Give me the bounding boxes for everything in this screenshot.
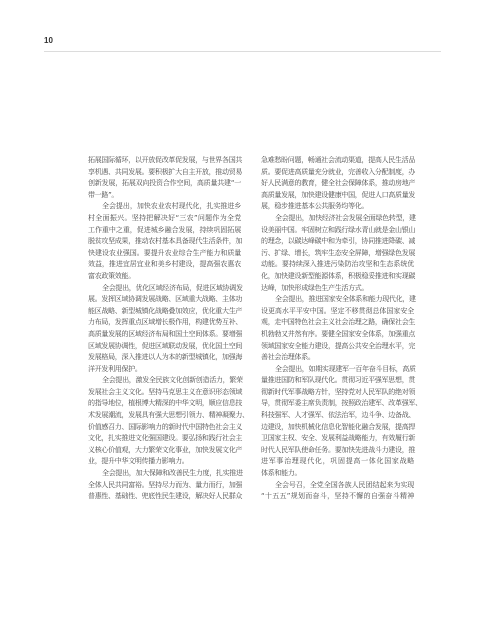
text-line: 村全面振兴。坚持把解决好“三农”问题作为全党: [88, 213, 241, 222]
text-line: 创新发展，拓展双向投资合作空间，高质量共建“一: [88, 179, 241, 188]
text-line: 脱贫攻坚成果，推动农村基本具备现代生活条件，加: [88, 237, 243, 246]
text-line: 全会号召，全党全国各族人民团结起来为实现: [275, 480, 414, 489]
paragraph: [261, 364, 422, 480]
text-line: 质。要促进高质量充分就业，完善收入分配制度，办: [261, 167, 416, 176]
text-line: 的指导地位，植根博大精深的中华文明，顺应信息技: [88, 399, 243, 408]
text-line: 富农政策效能。: [88, 271, 135, 280]
text-line: 拓展国际循环，以开放促改革促发展，与世界各国共: [88, 156, 243, 164]
text-line: 价值感召力、国际影响力的新时代中国特色社会主义: [88, 422, 243, 431]
text-line: 全会提出，如期实现建军一百年奋斗目标，高质: [275, 364, 416, 373]
text-line: 效益，推进宜居宜业和美乡村建设，提高强农惠农: [88, 260, 241, 269]
paragraph: [261, 213, 414, 294]
paragraph: [261, 155, 414, 213]
text-line: 全体人民共同富裕。坚持尽力而为、量力而行，加强: [88, 480, 243, 489]
text-line: 展。发挥区域协调发展战略、区域重大战略、主体功: [88, 295, 243, 304]
paragraph: [88, 155, 241, 201]
text-line: 导，贯彻军委主席负责制，按照政治建军、改革强军、: [261, 399, 422, 408]
text-line: 快建设农业强国。要提升农业综合生产能力和质量: [88, 248, 241, 257]
text-line: 急难愁盼问题，畅通社会流动渠道，提高人民生活品: [261, 156, 416, 164]
text-line: 全会提出，优化区域经济布局，促进区域协调发: [102, 283, 243, 292]
text-line: 洋开发利用保护。: [88, 364, 142, 373]
text-line: 全会提出，加快经济社会发展全面绿色转型，建: [275, 213, 416, 222]
paragraph: [261, 480, 414, 503]
text-line: 观，走中国特色社会主义社会治理之路，确保社会生: [261, 318, 416, 327]
text-line: 展，稳步推进基本公共服务均等化。: [261, 202, 369, 211]
text-line: 污、扩绿、增长，筑牢生态安全屏障，增强绿色发展: [261, 248, 416, 257]
text-line: 彻新时代军事战略方针，坚持党对人民军队的绝对领: [261, 387, 416, 396]
text-line: 领域国家安全能力建设，提高公共安全治理水平，完: [261, 341, 416, 350]
text-line: 机勃勃又井然有序。要健全国家安全体系，加强重点: [261, 329, 416, 338]
text-line: 的理念，以碳达峰碳中和为牵引，协同推进降碳、减: [261, 237, 416, 246]
right-column: [261, 155, 422, 503]
text-line: 全会提出，激发全民族文化创新创造活力，繁荣: [102, 376, 243, 385]
text-line: 达峰，加快形成绿色生产生活方式。: [261, 283, 369, 292]
text-line: 发展格局，深入推进以人为本的新型城镇化，加强海: [88, 353, 243, 362]
text-line: 设更高水平平安中国。坚定不移贯彻总体国家安全: [261, 306, 414, 315]
text-line: 时代人民军队使命任务。要加快先进战斗力建设，推: [261, 445, 416, 454]
paragraph: [88, 468, 241, 503]
paragraph: [88, 375, 249, 468]
text-line: 全会提出，推进国家安全体系和能力现代化，建: [275, 295, 416, 304]
text-line: 化，加快建设新型能源体系，积极稳妥推进和实现碳: [261, 271, 416, 280]
text-line: 义核心价值观，大力繁荣文化事业，加快发展文化产: [88, 445, 243, 454]
text-line: 能区战略、新型城镇化战略叠加效应，优化重大生产: [88, 306, 243, 315]
text-line: 区域发展协调性，促进区域联动发展，优化国土空间: [88, 341, 243, 350]
text-line: 边建设，加快机械化信息化智能化融合发展，提高捍: [261, 422, 416, 431]
text-line: 享机遇、共同发展。要积极扩大自主开放，推动贸易: [88, 167, 243, 176]
text-line: 全会提出，加快农业农村现代化，扎实推进乡: [102, 202, 241, 211]
text-line: 高质量发展的区域经济布局和国土空间体系。要增强: [88, 329, 243, 338]
text-line: 量推进国防和军队现代化。贯彻习近平强军思想，贯: [261, 376, 416, 385]
text-line: 动能。要持续深入推进污染防治攻坚和生态系统优: [261, 260, 414, 269]
text-line: 发展社会主义文化。坚持马克思主义在意识形态领域: [88, 387, 243, 396]
text-line: 进军事治理现代化，巩固提高一体化国家战略: [261, 457, 414, 466]
paragraph: [88, 283, 241, 376]
text-line: 全会提出，加大保障和改善民生力度，扎实推进: [102, 469, 243, 478]
text-line: 好人民满意的教育，健全社会保障体系，推动房地产: [261, 179, 416, 188]
text-line: 科技强军、人才强军、依法治军，边斗争、边备战、: [261, 411, 416, 420]
text-line: 善社会治理体系。: [261, 353, 315, 362]
left-column: [88, 155, 249, 503]
paragraph: [261, 294, 414, 364]
text-line: 术发展潮流，发展具有强大思想引领力、精神凝聚力、: [88, 411, 249, 420]
header-rule: [44, 51, 441, 52]
text-line: 带一路”。: [88, 190, 119, 199]
text-line: 力布局，发挥重点区域增长极作用，构建优势互补、: [88, 318, 243, 327]
text-line: 设美丽中国。牢固树立和践行绿水青山就是金山银山: [261, 225, 416, 234]
text-line: 高质量发展，加快建设健康中国，促进人口高质量发: [261, 190, 416, 199]
text-line: 工作重中之重，促进城乡融合发展，持续巩固拓展: [88, 225, 241, 234]
page-number: 10: [44, 36, 53, 45]
text-line: 体系和能力。: [261, 469, 302, 478]
paragraph: [88, 201, 241, 282]
text-line: 业，提升中华文明传播力影响力。: [88, 457, 189, 466]
text-line: 文化，扎实推进文化强国建设。要弘扬和践行社会主: [88, 434, 243, 443]
text-line: “十五五”规划而奋斗，坚持不懈的自强奋斗精神: [261, 492, 414, 501]
text-line: 卫国家主权、安全、发展利益战略能力，有效履行新: [261, 434, 416, 443]
text-line: 普惠性、基础性、兜底性民生建设，解决好人民群众: [88, 492, 243, 501]
